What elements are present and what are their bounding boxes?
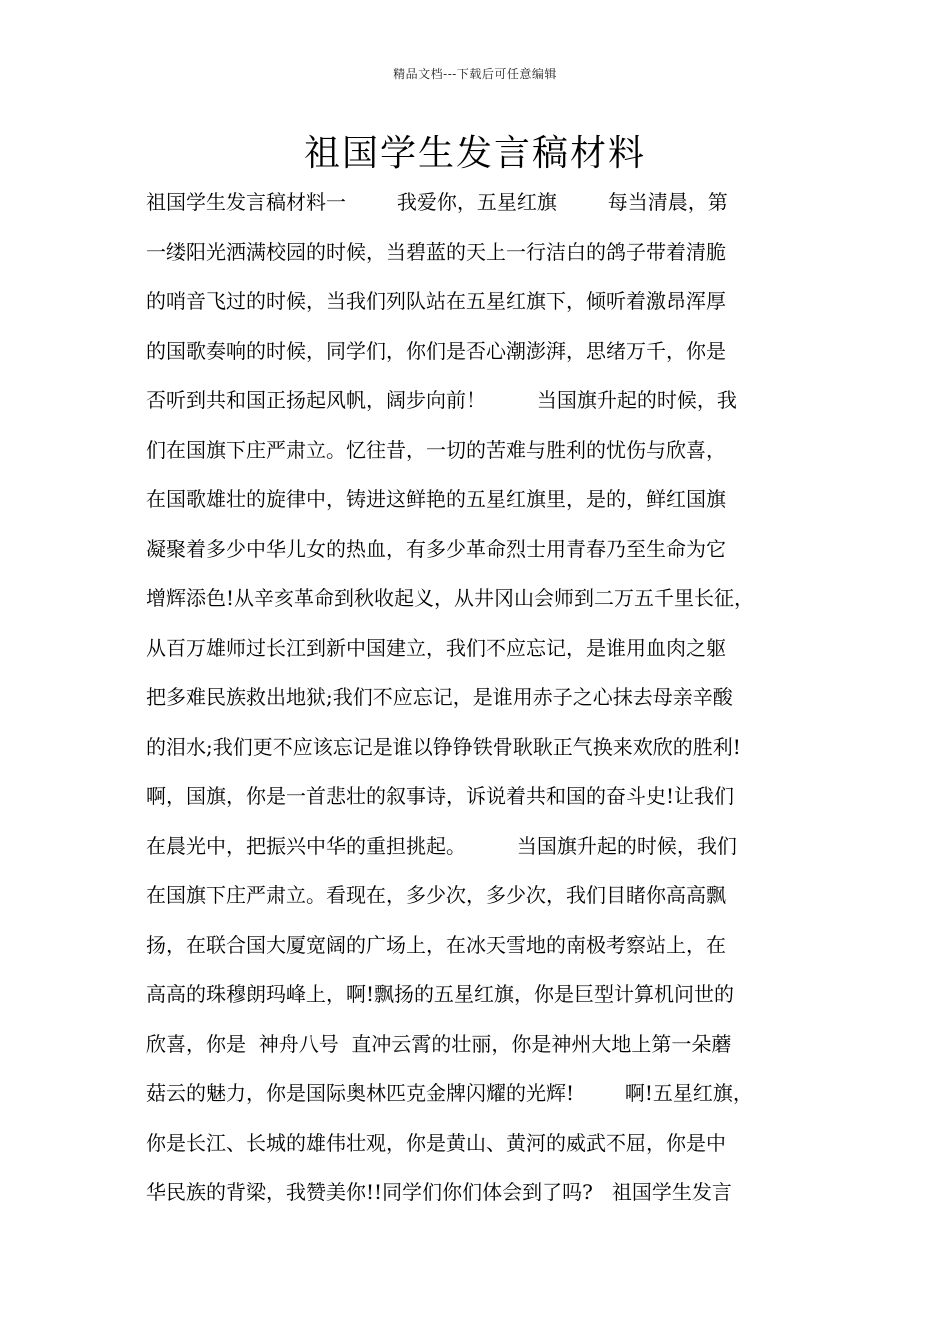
body-line: 从百万雄师过长江到新中国建立，我们不应忘记，是谁用血肉之躯 xyxy=(146,635,726,660)
body-line: 在晨光中，把振兴中华的重担挑起。 当国旗升起的时候，我们 xyxy=(146,833,737,858)
body-line: 在国旗下庄严肃立。看现在，多少次，多少次，我们目睹你高高飘 xyxy=(146,883,726,907)
body-line: 一缕阳光洒满校园的时候，当碧蓝的天上一行洁白的鸽子带着清脆 xyxy=(146,239,726,264)
body-line: 否听到共和国正扬起风帆，阔步向前！ 当国旗升起的时候，我 xyxy=(146,388,737,412)
body-line: 的国歌奏响的时候，同学们，你们是否心潮澎湃，思绪万千，你是 xyxy=(146,338,726,363)
body-line: 在国歌雄壮的旋律中，铸进这鲜艳的五星红旗里，是的，鲜红国旗 xyxy=(146,487,726,511)
body-line: 扬，在联合国大厦宽阔的广场上，在冰天雪地的南极考察站上，在 xyxy=(146,932,726,957)
body-line: 啊，国旗，你是一首悲壮的叙事诗，诉说着共和国的奋斗史!让我们 xyxy=(146,784,735,808)
body-line: 增辉添色!从辛亥革命到秋收起义，从井冈山会师到二万五千里长征， xyxy=(146,586,755,610)
header-watermark: 精品文档---下载后可任意编辑 xyxy=(393,67,557,81)
body-line: 的哨音飞过的时候，当我们列队站在五星红旗下，倾听着激昂浑厚 xyxy=(146,289,726,313)
body-line: 欣喜，你是 神舟八号 直冲云霄的壮丽，你是神州大地上第一朵蘑 xyxy=(146,1031,732,1056)
body-line: 的泪水;我们更不应该忘记是谁以铮铮铁骨耿耿正气换来欢欣的胜利! xyxy=(146,734,741,759)
body-line: 菇云的魅力，你是国际奥林匹克金牌闪耀的光辉! 啊!五星红旗， xyxy=(146,1081,753,1105)
body-line: 祖国学生发言稿材料一 我爱你，五星红旗 每当清晨，第 xyxy=(146,190,728,214)
body-line: 华民族的背梁，我赞美你!!同学们你们体会到了吗? 祖国学生发言 xyxy=(146,1180,732,1204)
document-title: 祖国学生发言稿材料 xyxy=(303,133,646,174)
document-body xyxy=(146,182,826,1222)
body-line: 高高的珠穆朗玛峰上，啊!飘扬的五星红旗，你是巨型计算机问世的 xyxy=(146,982,735,1006)
body-line: 把多难民族救出地狱;我们不应忘记，是谁用赤子之心抹去母亲辛酸 xyxy=(146,685,733,709)
body-line: 凝聚着多少中华儿女的热血，有多少革命烈士用青春乃至生命为它 xyxy=(146,536,726,561)
body-line: 们在国旗下庄严肃立。忆往昔，一切的苦难与胜利的忧伤与欣喜， xyxy=(146,437,726,462)
body-line: 你是长江、长城的雄伟壮观，你是黄山、黄河的威武不屈，你是中 xyxy=(146,1130,726,1155)
